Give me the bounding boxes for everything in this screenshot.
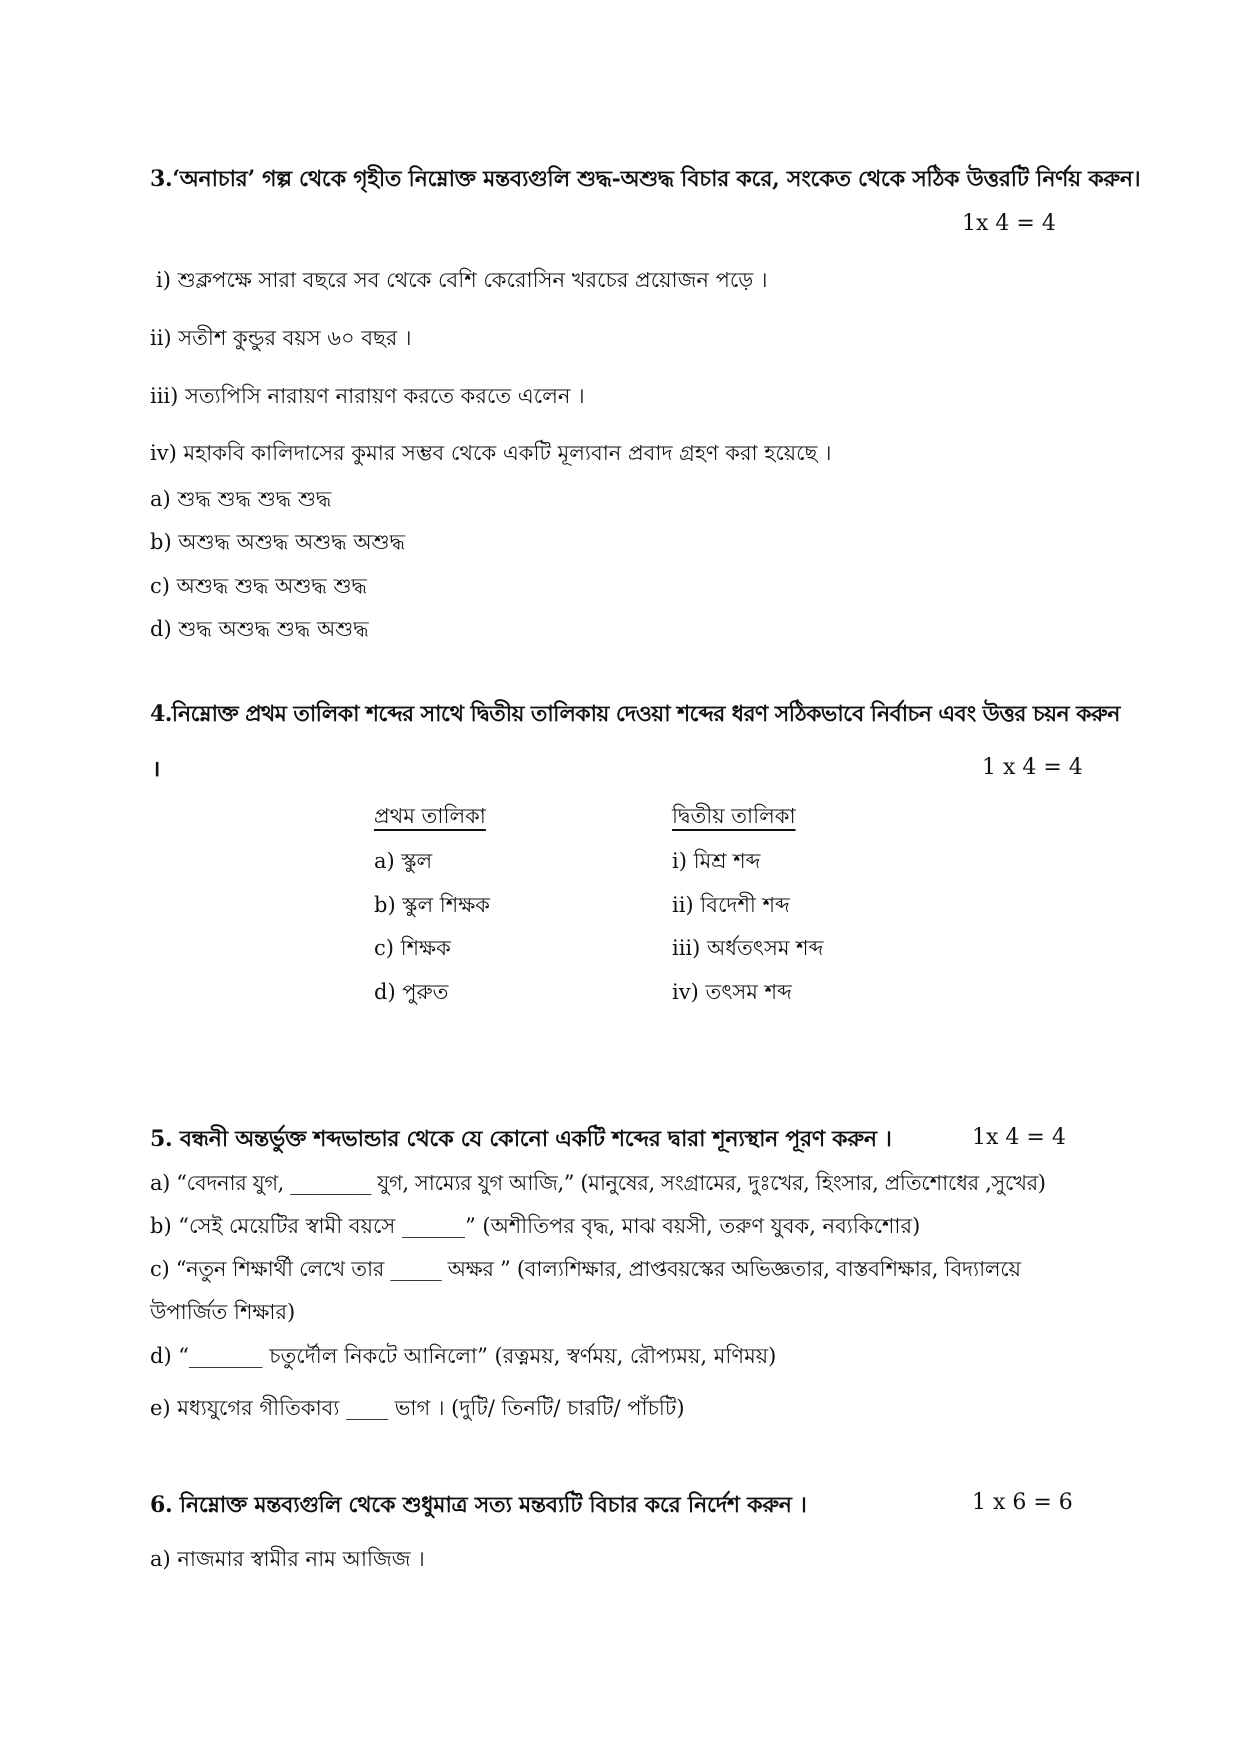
q4-title-end: । <box>152 756 161 782</box>
q5-line: c) “নতুন শিক্ষার্থী লেখে তার _____ অক্ষর ” (বাল্যশিক্ষার, প্রাপ্তবয়স্কের অভিজ্ঞতার, বাস্তবশিক্ষার, বিদ্যালয়ে <box>150 1257 1021 1281</box>
q4-second-list-item: iv) তৎসম শব্দ <box>672 980 792 1004</box>
q4-second-list-item: iii) অর্ধতৎসম শব্দ <box>672 936 824 960</box>
q6-title: 6. নিম্নোক্ত মন্তব্যগুলি থেকে শুধুমাত্র সত্য মন্তব্যটি বিচার করে নির্দেশ করুন । <box>150 1492 807 1518</box>
q6-marks: 1 x 6 = 6 <box>972 1490 1073 1515</box>
q5-line: d) “_______ চতুর্দৌল নিকটে আনিলো” (রত্নময়, স্বর্ণময়, রৌপ্যময়, মণিময়) <box>150 1344 777 1368</box>
q4-first-list-item: b) স্কুল শিক্ষক <box>374 893 490 917</box>
q3-option: c) অশুদ্ধ শুদ্ধ অশুদ্ধ শুদ্ধ <box>150 574 367 598</box>
q6-line: a) নাজমার স্বামীর নাম আজিজ । <box>150 1547 425 1571</box>
q3-option: d) শুদ্ধ অশুদ্ধ শুদ্ধ অশুদ্ধ <box>150 617 369 641</box>
q3-statement: iv) মহাকবি কালিদাসের কুমার সম্ভব থেকে একটি মূল্যবান প্রবাদ গ্রহণ করা হয়েছে । <box>150 441 832 465</box>
q3-statement: iii) সত্যপিসি নারায়ণ নারায়ণ করতে করতে এলেন । <box>150 384 585 408</box>
q5-line: e) মধ্যযুগের গীতিকাব্য ____ ভাগ । (দুটি/ তিনটি/ চারটি/ পাঁচটি) <box>150 1396 685 1420</box>
q4-marks: 1 x 4 = 4 <box>982 755 1083 780</box>
q3-statement: i) শুক্লপক্ষে সারা বছরে সব থেকে বেশি কেরোসিন খরচের প্রয়োজন পড়ে । <box>156 268 768 292</box>
q4-second-list-item: i) মিশ্র শব্দ <box>672 849 761 873</box>
q4-first-list-heading: প্রথম তালিকা <box>374 804 486 828</box>
q4-second-list-heading: দ্বিতীয় তালিকা <box>672 804 796 828</box>
q3-option: b) অশুদ্ধ অশুদ্ধ অশুদ্ধ অশুদ্ধ <box>150 530 406 554</box>
q3-marks: 1x 4 = 4 <box>962 211 1056 236</box>
q3-option: a) শুদ্ধ শুদ্ধ শুদ্ধ শুদ্ধ <box>150 487 332 511</box>
q5-line: b) “সেই মেয়েটির স্বামী বয়সে ______” (অশীতিপর বৃদ্ধ, মাঝ বয়সী, তরুণ যুবক, নব্যকিশোর) <box>150 1214 921 1238</box>
q5-line: a) “বেদনার যুগ, ________ যুগ, সাম্যের যুগ আজি,” (মানুষের, সংগ্রামের, দুঃখের, হিংসার, প্রতিশোধের ,সুখের) <box>150 1171 1046 1195</box>
q3-title: 3.‘অনাচার’ গল্প থেকে গৃহীত নিম্নোক্ত মন্তব্যগুলি শুদ্ধ-অশুদ্ধ বিচার করে, সংকেত থেকে সঠিক উত্তরটি নির্ণয় করুন। <box>150 166 1141 192</box>
q4-first-list-item: d) পুরুত <box>374 980 449 1004</box>
q5-title: 5. বন্ধনী অন্তর্ভুক্ত শব্দভান্ডার থেকে যে কোনো একটি শব্দের দ্বারা শূন্যস্থান পূরণ করুন । <box>150 1126 892 1152</box>
q4-first-list-item: c) শিক্ষক <box>374 936 451 960</box>
q4-title: 4.নিম্নোক্ত প্রথম তালিকা শব্দের সাথে দ্বিতীয় তালিকায় দেওয়া শব্দের ধরণ সঠিকভাবে নির্বাচন এবং উত্তর চয়ন করুন <box>150 701 1120 727</box>
q4-second-list-item: ii) বিদেশী শব্দ <box>672 893 790 917</box>
q5-line: উপার্জিত শিক্ষার) <box>150 1300 296 1324</box>
q5-marks: 1x 4 = 4 <box>972 1125 1066 1150</box>
q4-first-list-item: a) স্কুল <box>374 849 433 873</box>
q3-statement: ii) সতীশ কুন্ডুর বয়স ৬০ বছর । <box>150 326 412 350</box>
